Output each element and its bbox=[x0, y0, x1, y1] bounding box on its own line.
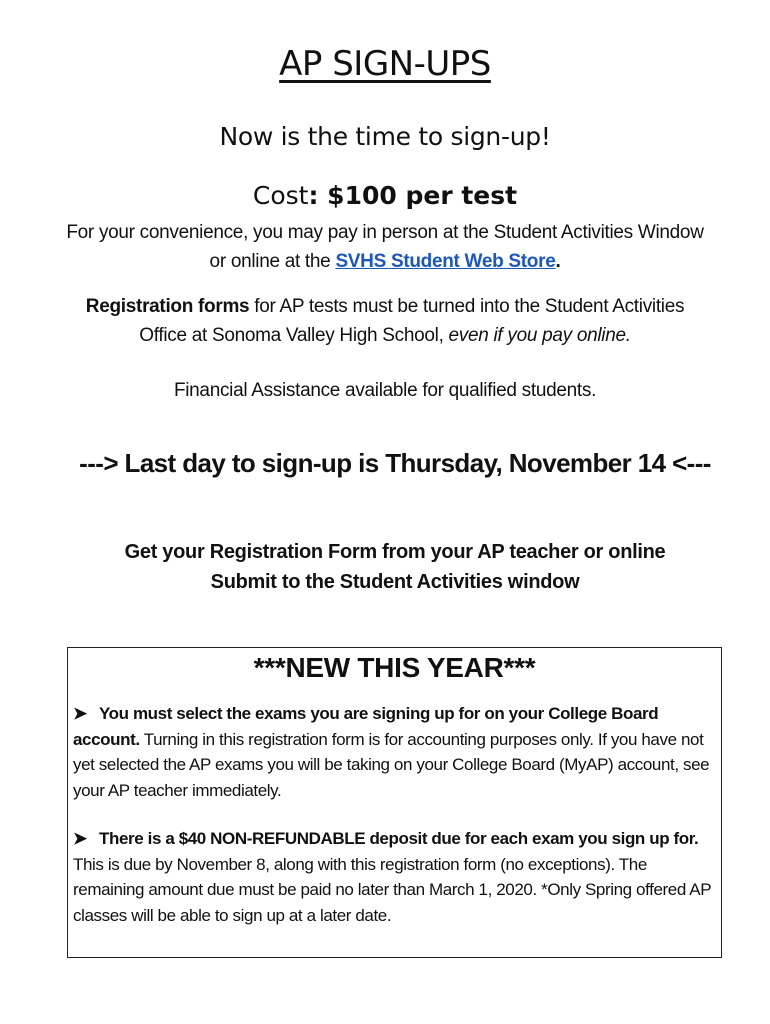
financial-assistance-text: Financial Assistance available for qualified students. bbox=[173, 380, 597, 401]
instructions-line-2: Submit to the Student Activities window bbox=[210, 571, 580, 593]
cost-line bbox=[0, 181, 770, 210]
payment-period: . bbox=[555, 251, 561, 272]
list-item-text: This is due by November 8, along with this registration form (no exceptions). The remaining amount due must be paid no later than March 1, 2020. *Only Spring offered AP classes will be able to sign up at a later date. bbox=[73, 854, 711, 925]
list-item bbox=[73, 701, 718, 803]
new-this-year-box bbox=[67, 647, 722, 958]
page-title: AP SIGN-UPS bbox=[279, 44, 491, 84]
list-item-bold: There is a $40 NON-REFUNDABLE deposit due for each exam you sign up for. bbox=[99, 829, 699, 848]
cost-label: Cost bbox=[252, 181, 309, 210]
list-item bbox=[73, 826, 718, 928]
instructions-block bbox=[0, 537, 770, 597]
registration-paragraph bbox=[60, 292, 710, 350]
instructions-line-1: Get your Registration Form from your AP teacher or online bbox=[124, 541, 666, 563]
arrow-bullet-icon: ➤ bbox=[73, 829, 87, 848]
registration-italic-note: even if you pay online. bbox=[448, 325, 631, 346]
arrow-bullet-icon: ➤ bbox=[73, 704, 87, 723]
payment-paragraph bbox=[60, 218, 710, 276]
registration-text: for AP tests must be turned into the Student Activities Office at Sonoma Valley High School, bbox=[139, 296, 685, 346]
registration-forms-label: Registration forms bbox=[85, 296, 250, 317]
cost-value: : $100 per test bbox=[308, 181, 518, 210]
payment-text: For your convenience, you may pay in person at the Student Activities Window or online at the bbox=[66, 222, 704, 272]
deadline-banner: ---> Last day to sign-up is Thursday, November 14 <--- bbox=[79, 448, 711, 478]
new-this-year-title: ***NEW THIS YEAR*** bbox=[253, 652, 536, 683]
list-item-bold: You must select the exams you are signing up for on your College Board account. bbox=[73, 704, 659, 749]
page-subtitle: Now is the time to sign-up! bbox=[219, 122, 551, 151]
list-item-text: Turning in this registration form is for accounting purposes only. If you have not yet selected the AP exams you will be taking on your College Board (MyAP) account, see your AP teacher immediately. bbox=[73, 729, 710, 800]
web-store-link[interactable]: SVHS Student Web Store bbox=[335, 251, 556, 272]
